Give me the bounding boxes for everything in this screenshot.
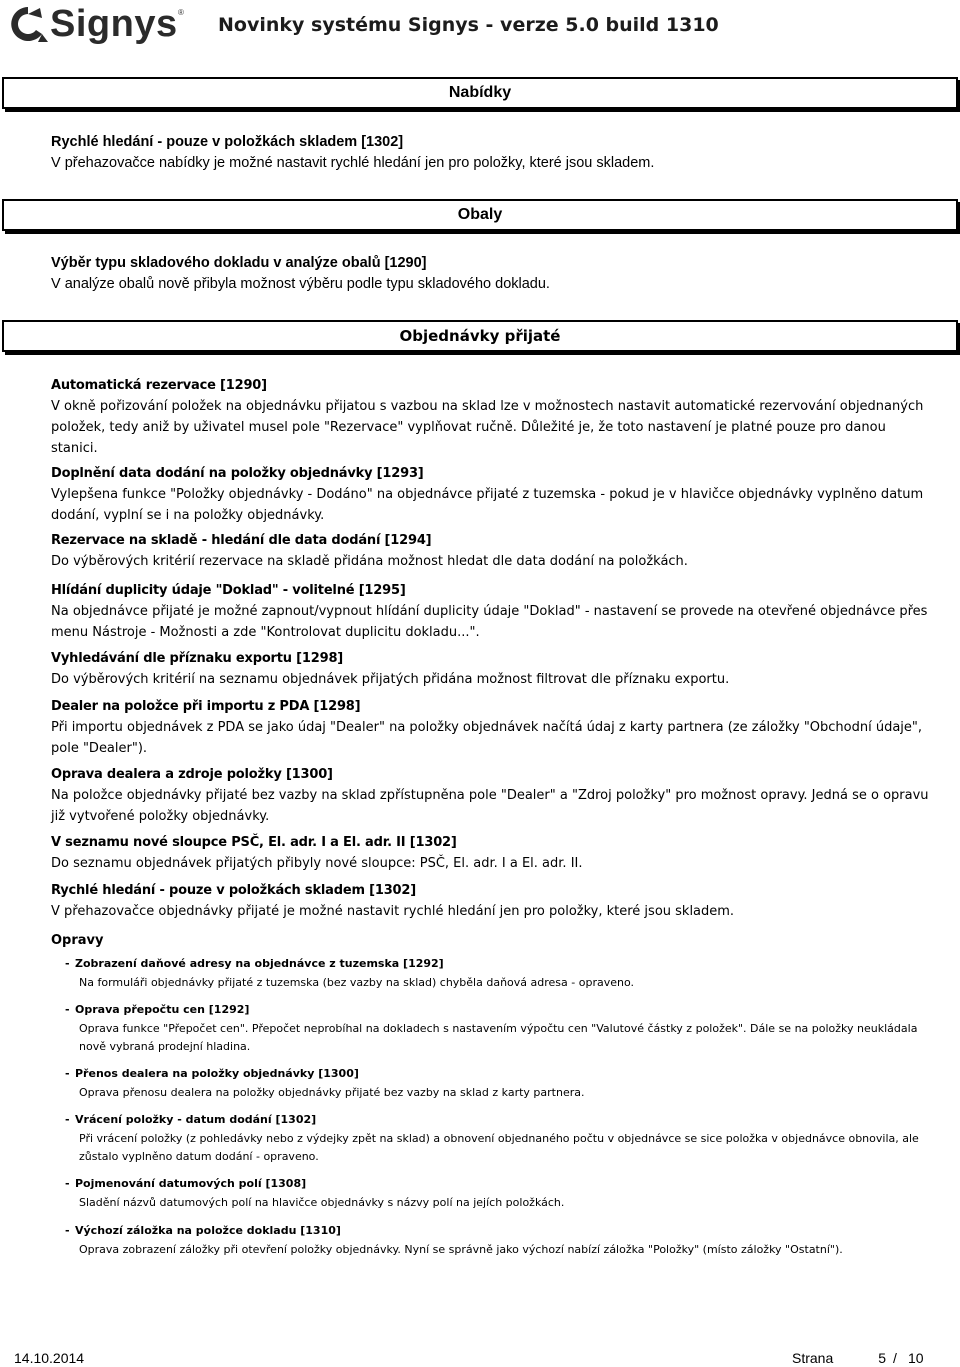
list-dash: -: [65, 957, 70, 970]
news-item-title: Dealer na položce při importu z PDA [1298]: [51, 699, 361, 714]
news-item: [51, 880, 931, 922]
fix-item-desc: Oprava funkce "Přepočet cen". Přepočet neprobíhal na dokladech s nastavením výpočtu cen "Valutové částky z položek". Dále se na položky neukládala nově vybraná prodejní hladina.: [79, 1021, 918, 1053]
news-item: [51, 696, 931, 759]
news-item-desc: V analýze obalů nově přibyla možnost výběru podle typu skladového dokladu.: [51, 276, 550, 292]
list-dash: -: [65, 1177, 70, 1190]
news-item-title: Rychlé hledání - pouze v položkách skladem [1302]: [51, 134, 404, 150]
list-dash: -: [65, 1003, 70, 1016]
news-item-title: V seznamu nové sloupce PSČ, El. adr. I a El. adr. II [1302]: [51, 835, 457, 850]
news-item-title: Oprava dealera a zdroje položky [1300]: [51, 767, 333, 782]
news-item-title: Vyhledávání dle příznaku exportu [1298]: [51, 651, 344, 666]
fix-item-desc: Oprava přenosu dealera na položky objednávky přijaté bez vazby na sklad z karty partnera.: [79, 1085, 585, 1099]
fix-item-desc: Při vrácení položky (z pohledávky nebo z výdejky zpět na sklad) a obnovení objednaného počtu v objednávce se sice položka v objednávce obnovila, ale zůstalo vyplněno datum dodání - opraveno.: [79, 1131, 919, 1163]
fix-item: [65, 1001, 935, 1057]
fix-item-desc: Oprava zobrazení záložky při otevření položky objednávky. Nyní se správně jako výchozí nabízí záložka "Položky" (místo záložky "Ostatní").: [79, 1242, 843, 1256]
news-item: [51, 832, 931, 874]
news-item: [51, 463, 931, 526]
list-dash: -: [65, 1113, 70, 1126]
news-item-desc: Do seznamu objednávek přijatých přibyly nové sloupce: PSČ, El. adr. I a El. adr. II.: [51, 856, 583, 871]
footer-page-separator: /: [893, 1350, 897, 1366]
news-item-desc: Při importu objednávek z PDA se jako údaj "Dealer" na položky objednávek načítá údaj z karty partnera (ze záložky "Obchodní údaje", pole "Dealer").: [51, 720, 923, 756]
section-title: Obaly: [457, 206, 503, 223]
logo-registered-mark: ®: [178, 8, 184, 17]
list-dash: -: [65, 1067, 70, 1080]
fix-item: [65, 1065, 935, 1102]
news-item-title: Rezervace na skladě - hledání dle data dodání [1294]: [51, 533, 432, 548]
fix-item: [65, 1222, 935, 1259]
footer-total-pages: 10: [908, 1350, 924, 1366]
fixes-heading: Opravy: [51, 933, 104, 948]
footer-date: 14.10.2014: [14, 1350, 85, 1366]
fix-item-title: Přenos dealera na položky objednávky [1300]: [75, 1067, 359, 1080]
news-item-desc: Vylepšena funkce "Položky objednávky - Dodáno" na objednávce přijaté z tuzemska - pokud je v hlavičce objednávky vyplněno datum dodání, vyplní se i na položky objednávky.: [51, 487, 924, 523]
fix-item-title: Výchozí záložka na položce dokladu [1310]: [75, 1224, 341, 1237]
fix-item-title: Oprava přepočtu cen [1292]: [75, 1003, 250, 1016]
footer-current-page: 5: [878, 1350, 886, 1366]
fix-item-desc: Na formuláři objednávky přijaté z tuzemska (bez vazby na sklad) chyběla daňová adresa - opraveno.: [79, 975, 634, 989]
fix-item: [65, 1111, 935, 1167]
news-item-desc: Do výběrových kritérií rezervace na skladě přidána možnost hledat dle data dodání na položkách.: [51, 554, 688, 569]
fix-item-desc: Sladění názvů datumových polí na hlavičce objednávky s názvy polí na jejích položkách.: [79, 1195, 565, 1209]
document-title: Novinky systému Signys - verze 5.0 build 1310: [218, 14, 719, 36]
news-item: [51, 132, 931, 174]
news-item-desc: V přehazovačce nabídky je možné nastavit rychlé hledání jen pro položky, které jsou skladem.: [51, 155, 655, 171]
news-item-desc: Do výběrových kritérií na seznamu objednávek přijatých přidána možnost filtrovat dle příznaku exportu.: [51, 672, 730, 687]
footer-page-label: Strana: [792, 1350, 834, 1366]
news-item: [51, 253, 931, 295]
news-item-title: Výběr typu skladového dokladu v analýze obalů [1290]: [51, 255, 427, 271]
fix-item: [65, 955, 935, 992]
signys-logo: [6, 2, 186, 46]
fix-item-title: Vrácení položky - datum dodání [1302]: [75, 1113, 317, 1126]
news-item-title: Automatická rezervace [1290]: [51, 378, 267, 393]
news-item: [51, 375, 931, 459]
news-item-desc: Na objednávce přijaté je možné zapnout/vypnout hlídání duplicity údaje "Doklad" - nastavení se provede na otevřené objednávce přes menu Nástroje - Možnosti a zde "Kontrolovat duplicitu dokladu...".: [51, 604, 928, 640]
section-header-obaly: [2, 199, 958, 231]
news-item-title: Doplnění data dodání na položky objednávky [1293]: [51, 466, 424, 481]
page-footer: [0, 1350, 960, 1367]
logo-text: Signys: [50, 3, 178, 45]
news-item-desc: V přehazovačce objednávky přijaté je možné nastavit rychlé hledání jen pro položky, které jsou skladem.: [51, 904, 735, 919]
news-item-desc: V okně pořizování položek na objednávku přijatou s vazbou na sklad lze v možnostech nastavit automatické rezervování objednaných položek, tedy aniž by uživatel musel pole "Rezervace" vyplňovat ručně. Důležité je, že toto nastavení je platné pouze pro danou stanici.: [51, 399, 924, 456]
section-title: Nabídky: [448, 84, 512, 101]
news-item: [51, 530, 931, 572]
news-item-title: Rychlé hledání - pouze v položkách skladem [1302]: [51, 883, 416, 898]
signys-logo-mark-icon: [6, 4, 50, 44]
news-item: [51, 648, 931, 690]
news-item: [51, 764, 931, 827]
fix-item: [65, 1175, 935, 1212]
page-header: [0, 0, 960, 50]
section-header-objednavky: [2, 320, 958, 352]
list-dash: -: [65, 1224, 70, 1237]
news-item-title: Hlídání duplicity údaje "Doklad" - volitelné [1295]: [51, 583, 406, 598]
section-title: Objednávky přijaté: [399, 327, 561, 345]
fix-item-title: Pojmenování datumových polí [1308]: [75, 1177, 307, 1190]
news-item: [51, 580, 931, 643]
fix-item-title: Zobrazení daňové adresy na objednávce z tuzemska [1292]: [75, 957, 444, 970]
section-header-nabidky: [2, 77, 958, 109]
news-item-desc: Na položce objednávky přijaté bez vazby na sklad zpřístupněna pole "Dealer" a "Zdroj položky" pro možnost opravy. Jedná se o opravu již vytvořené položky objednávky.: [51, 788, 929, 824]
